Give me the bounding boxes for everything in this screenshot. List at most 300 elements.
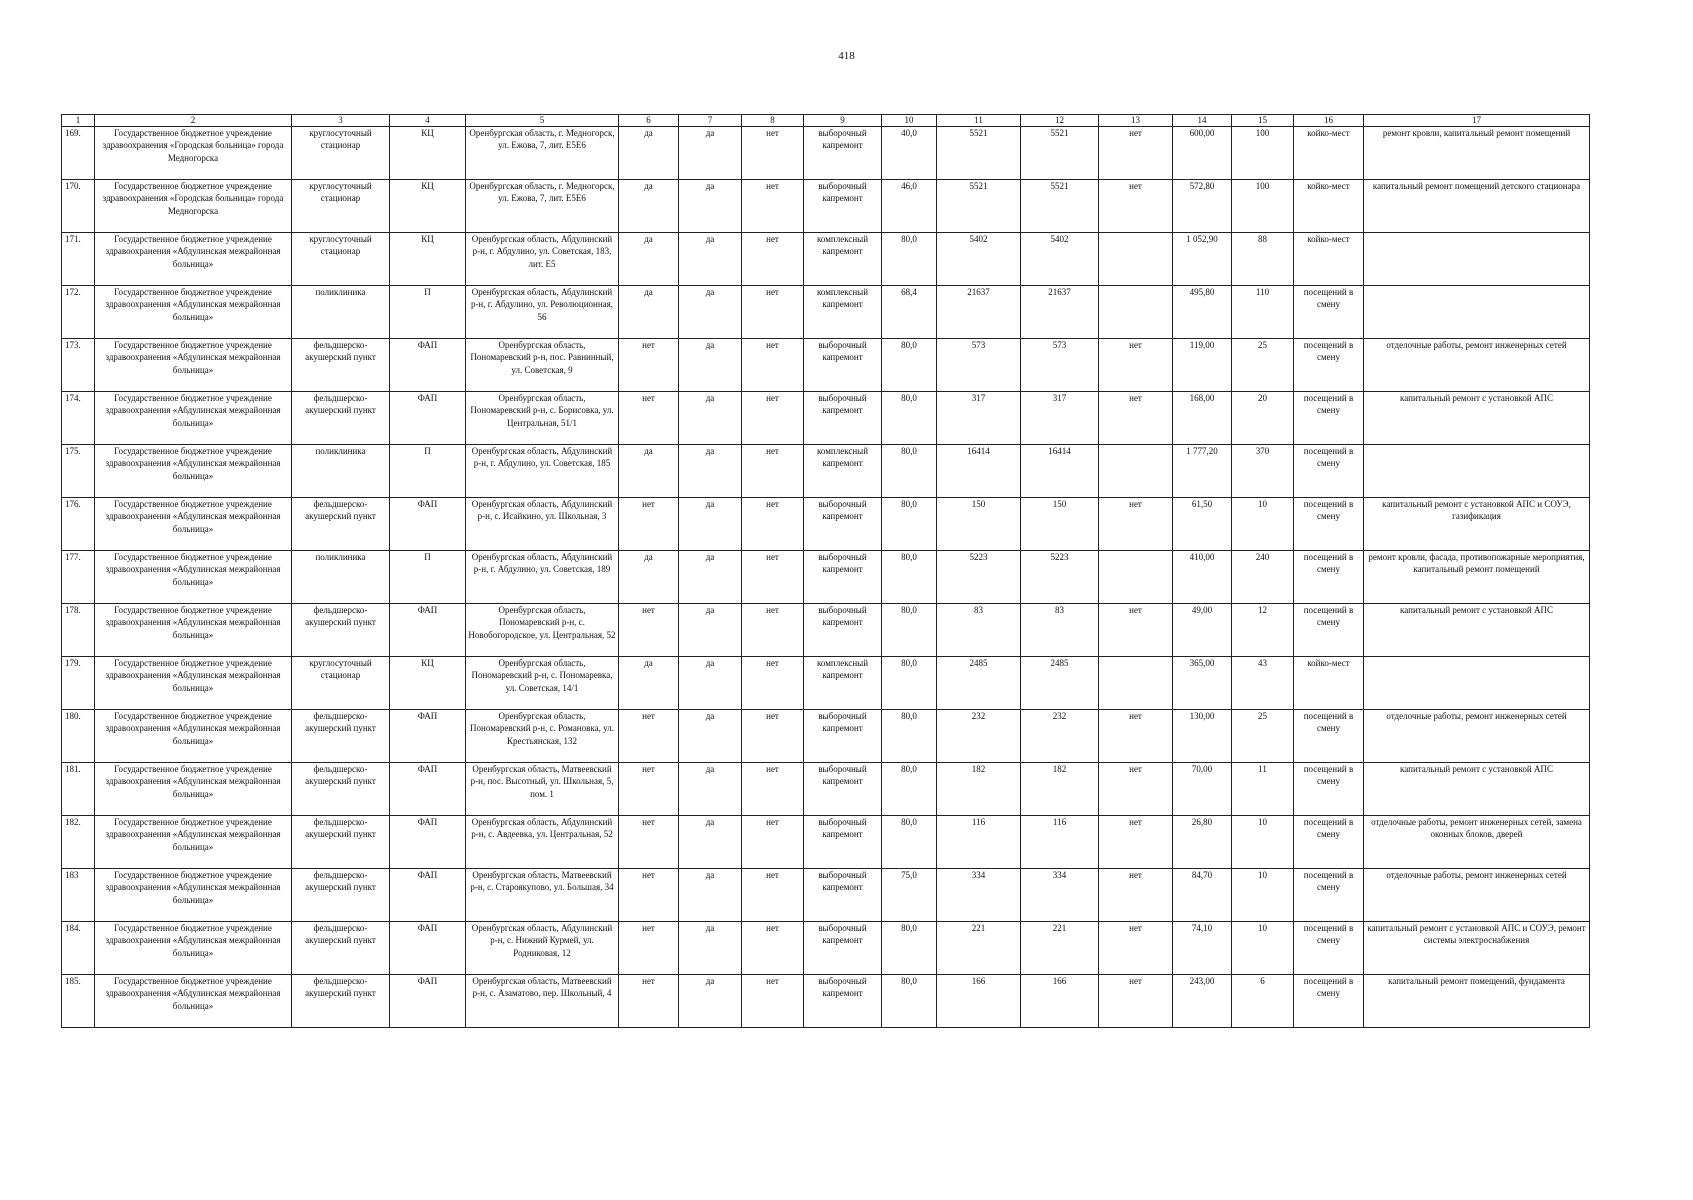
cost-cell: 84,70 [1173, 869, 1232, 922]
col-12-cell: 5521 [1021, 127, 1099, 180]
column-header-1: 1 [62, 115, 95, 127]
institution-name-cell: Государственное бюджетное учреждение здравоохранения «Абдулинская межрайонная больница» [95, 445, 292, 498]
capacity-cell: 100 [1232, 180, 1294, 233]
facility-code-cell: ФАП [390, 604, 466, 657]
works-description-cell: ремонт кровли, капитальный ремонт помещений [1364, 127, 1590, 180]
col-11-cell: 182 [937, 763, 1021, 816]
facility-type-cell: поликлиника [292, 286, 390, 339]
col-8-cell: нет [742, 180, 804, 233]
table-row [62, 339, 1590, 392]
repair-type-cell: выборочный капремонт [804, 710, 882, 763]
institution-name-cell: Государственное бюджетное учреждение здравоохранения «Абдулинская межрайонная больница» [95, 657, 292, 710]
capacity-unit-cell: посещений в смену [1294, 816, 1364, 869]
table-row [62, 180, 1590, 233]
col-13-cell: нет [1099, 869, 1173, 922]
works-description-cell [1364, 233, 1590, 286]
row-number-cell: 175. [62, 445, 95, 498]
col-11-cell: 116 [937, 816, 1021, 869]
column-header-5: 5 [466, 115, 619, 127]
col-8-cell: нет [742, 551, 804, 604]
col-11-cell: 83 [937, 604, 1021, 657]
row-number-cell: 183 [62, 869, 95, 922]
col-13-cell: нет [1099, 498, 1173, 551]
table-header-row [62, 115, 1590, 127]
address-cell: Оренбургская область, Абдулинский р-н, с. Исайкино, ул. Школьная, 3 [466, 498, 619, 551]
facility-type-cell: фельдшерско-акушерский пункт [292, 763, 390, 816]
works-description-cell: отделочные работы, ремонт инженерных сетей, замена оконных блоков, дверей [1364, 816, 1590, 869]
col-13-cell: нет [1099, 392, 1173, 445]
col-11-cell: 334 [937, 869, 1021, 922]
facility-type-cell: фельдшерско-акушерский пункт [292, 869, 390, 922]
facility-type-cell: фельдшерско-акушерский пункт [292, 975, 390, 1028]
repair-type-cell: выборочный капремонт [804, 922, 882, 975]
col-6-cell: нет [619, 604, 679, 657]
institution-name-cell: Государственное бюджетное учреждение здравоохранения «Абдулинская межрайонная больница» [95, 551, 292, 604]
col-13-cell: нет [1099, 339, 1173, 392]
facility-code-cell: КЦ [390, 657, 466, 710]
institution-name-cell: Государственное бюджетное учреждение здравоохранения «Городская больница» города Медногорска [95, 180, 292, 233]
works-description-cell: отделочные работы, ремонт инженерных сетей [1364, 339, 1590, 392]
col-7-cell: да [679, 233, 742, 286]
repair-type-cell: комплексный капремонт [804, 286, 882, 339]
capacity-unit-cell: посещений в смену [1294, 604, 1364, 657]
col-7-cell: да [679, 180, 742, 233]
col-8-cell: нет [742, 445, 804, 498]
facility-type-cell: фельдшерско-акушерский пункт [292, 339, 390, 392]
row-number-cell: 170. [62, 180, 95, 233]
facility-type-cell: круглосуточный стационар [292, 657, 390, 710]
col-10-cell: 80,0 [882, 763, 937, 816]
capacity-cell: 10 [1232, 498, 1294, 551]
institution-name-cell: Государственное бюджетное учреждение здравоохранения «Абдулинская межрайонная больница» [95, 975, 292, 1028]
col-6-cell: нет [619, 816, 679, 869]
col-10-cell: 80,0 [882, 816, 937, 869]
col-10-cell: 80,0 [882, 392, 937, 445]
table-row [62, 869, 1590, 922]
column-header-3: 3 [292, 115, 390, 127]
col-13-cell: нет [1099, 604, 1173, 657]
facility-code-cell: П [390, 286, 466, 339]
works-description-cell: капитальный ремонт помещений детского стационара [1364, 180, 1590, 233]
col-12-cell: 334 [1021, 869, 1099, 922]
facility-code-cell: ФАП [390, 498, 466, 551]
repair-type-cell: выборочный капремонт [804, 498, 882, 551]
address-cell: Оренбургская область, Пономаревский р-н, с. Романовка, ул. Крестьянская, 132 [466, 710, 619, 763]
col-8-cell: нет [742, 763, 804, 816]
repair-type-cell: комплексный капремонт [804, 445, 882, 498]
col-10-cell: 75,0 [882, 869, 937, 922]
capacity-cell: 10 [1232, 816, 1294, 869]
row-number-cell: 171. [62, 233, 95, 286]
col-10-cell: 80,0 [882, 498, 937, 551]
col-12-cell: 5521 [1021, 180, 1099, 233]
facility-code-cell: ФАП [390, 763, 466, 816]
column-header-11: 11 [937, 115, 1021, 127]
institution-name-cell: Государственное бюджетное учреждение здравоохранения «Абдулинская межрайонная больница» [95, 339, 292, 392]
capacity-unit-cell: посещений в смену [1294, 392, 1364, 445]
col-10-cell: 68,4 [882, 286, 937, 339]
col-8-cell: нет [742, 392, 804, 445]
address-cell: Оренбургская область, Пономаревский р-н, с. Новобогородское, ул. Центральная, 52 [466, 604, 619, 657]
capacity-unit-cell: койко-мест [1294, 233, 1364, 286]
institution-name-cell: Государственное бюджетное учреждение здравоохранения «Абдулинская межрайонная больница» [95, 710, 292, 763]
column-header-2: 2 [95, 115, 292, 127]
institution-name-cell: Государственное бюджетное учреждение здравоохранения «Городская больница» города Медногорска [95, 127, 292, 180]
col-13-cell [1099, 233, 1173, 286]
repair-type-cell: выборочный капремонт [804, 816, 882, 869]
address-cell: Оренбургская область, Абдулинский р-н, г. Абдулино, ул. Советская, 189 [466, 551, 619, 604]
capacity-unit-cell: посещений в смену [1294, 339, 1364, 392]
col-7-cell: да [679, 816, 742, 869]
facility-code-cell: КЦ [390, 127, 466, 180]
col-10-cell: 80,0 [882, 445, 937, 498]
repair-type-cell: выборочный капремонт [804, 975, 882, 1028]
table-row [62, 657, 1590, 710]
works-description-cell: капитальный ремонт с установкой АПС и СОУЭ, газификация [1364, 498, 1590, 551]
works-description-cell: капитальный ремонт с установкой АПС [1364, 392, 1590, 445]
row-number-cell: 173. [62, 339, 95, 392]
col-6-cell: да [619, 445, 679, 498]
repair-type-cell: выборочный капремонт [804, 869, 882, 922]
cost-cell: 61,50 [1173, 498, 1232, 551]
capacity-cell: 6 [1232, 975, 1294, 1028]
col-11-cell: 21637 [937, 286, 1021, 339]
table-row [62, 604, 1590, 657]
cost-cell: 26,80 [1173, 816, 1232, 869]
row-number-cell: 181. [62, 763, 95, 816]
col-8-cell: нет [742, 975, 804, 1028]
column-header-13: 13 [1099, 115, 1173, 127]
col-11-cell: 2485 [937, 657, 1021, 710]
capacity-cell: 370 [1232, 445, 1294, 498]
facility-code-cell: ФАП [390, 710, 466, 763]
capacity-cell: 12 [1232, 604, 1294, 657]
facility-type-cell: фельдшерско-акушерский пункт [292, 498, 390, 551]
works-description-cell: ремонт кровли, фасада, противопожарные мероприятия, капитальный ремонт помещений [1364, 551, 1590, 604]
row-number-cell: 178. [62, 604, 95, 657]
address-cell: Оренбургская область, Пономаревский р-н, пос. Равнинный, ул. Советская, 9 [466, 339, 619, 392]
row-number-cell: 177. [62, 551, 95, 604]
cost-cell: 130,00 [1173, 710, 1232, 763]
facility-type-cell: круглосуточный стационар [292, 127, 390, 180]
column-header-8: 8 [742, 115, 804, 127]
row-number-cell: 172. [62, 286, 95, 339]
col-10-cell: 80,0 [882, 551, 937, 604]
col-13-cell: нет [1099, 816, 1173, 869]
col-12-cell: 221 [1021, 922, 1099, 975]
capacity-unit-cell: посещений в смену [1294, 922, 1364, 975]
institution-name-cell: Государственное бюджетное учреждение здравоохранения «Абдулинская межрайонная больница» [95, 763, 292, 816]
col-12-cell: 232 [1021, 710, 1099, 763]
row-number-cell: 176. [62, 498, 95, 551]
repair-type-cell: комплексный капремонт [804, 657, 882, 710]
capacity-cell: 25 [1232, 339, 1294, 392]
capacity-unit-cell: посещений в смену [1294, 551, 1364, 604]
col-13-cell: нет [1099, 710, 1173, 763]
facility-type-cell: фельдшерско-акушерский пункт [292, 922, 390, 975]
works-description-cell: капитальный ремонт с установкой АПС и СОУЭ, ремонт системы электроснабжения [1364, 922, 1590, 975]
col-13-cell: нет [1099, 922, 1173, 975]
column-header-10: 10 [882, 115, 937, 127]
cost-cell: 365,00 [1173, 657, 1232, 710]
col-12-cell: 83 [1021, 604, 1099, 657]
row-number-cell: 185. [62, 975, 95, 1028]
col-8-cell: нет [742, 127, 804, 180]
address-cell: Оренбургская область, Абдулинский р-н, г. Абдулино, ул. Советская, 185 [466, 445, 619, 498]
table-row [62, 286, 1590, 339]
col-10-cell: 80,0 [882, 233, 937, 286]
col-13-cell: нет [1099, 180, 1173, 233]
col-6-cell: нет [619, 498, 679, 551]
repair-type-cell: выборочный капремонт [804, 127, 882, 180]
col-6-cell: нет [619, 710, 679, 763]
cost-cell: 168,00 [1173, 392, 1232, 445]
column-header-9: 9 [804, 115, 882, 127]
address-cell: Оренбургская область, Абдулинский р-н, г. Абдулино, ул. Советская, 183, лит. Е5 [466, 233, 619, 286]
col-10-cell: 80,0 [882, 922, 937, 975]
facility-type-cell: фельдшерско-акушерский пункт [292, 710, 390, 763]
row-number-cell: 180. [62, 710, 95, 763]
table-row [62, 127, 1590, 180]
col-12-cell: 166 [1021, 975, 1099, 1028]
col-12-cell: 16414 [1021, 445, 1099, 498]
col-8-cell: нет [742, 657, 804, 710]
col-7-cell: да [679, 127, 742, 180]
col-6-cell: нет [619, 869, 679, 922]
institution-name-cell: Государственное бюджетное учреждение здравоохранения «Абдулинская межрайонная больница» [95, 286, 292, 339]
cost-cell: 410,00 [1173, 551, 1232, 604]
repair-type-cell: выборочный капремонт [804, 551, 882, 604]
cost-cell: 600,00 [1173, 127, 1232, 180]
repair-type-cell: выборочный капремонт [804, 604, 882, 657]
cost-cell: 74,10 [1173, 922, 1232, 975]
col-8-cell: нет [742, 233, 804, 286]
col-8-cell: нет [742, 604, 804, 657]
col-12-cell: 21637 [1021, 286, 1099, 339]
col-10-cell: 80,0 [882, 710, 937, 763]
col-7-cell: да [679, 604, 742, 657]
col-11-cell: 317 [937, 392, 1021, 445]
capacity-unit-cell: койко-мест [1294, 180, 1364, 233]
col-11-cell: 166 [937, 975, 1021, 1028]
col-10-cell: 40,0 [882, 127, 937, 180]
facility-code-cell: ФАП [390, 922, 466, 975]
table-row [62, 392, 1590, 445]
col-6-cell: нет [619, 763, 679, 816]
capacity-unit-cell: посещений в смену [1294, 286, 1364, 339]
capacity-cell: 10 [1232, 869, 1294, 922]
capacity-unit-cell: койко-мест [1294, 657, 1364, 710]
capacity-unit-cell: посещений в смену [1294, 975, 1364, 1028]
col-11-cell: 16414 [937, 445, 1021, 498]
col-7-cell: да [679, 763, 742, 816]
col-13-cell [1099, 657, 1173, 710]
col-12-cell: 317 [1021, 392, 1099, 445]
works-description-cell: отделочные работы, ремонт инженерных сетей [1364, 710, 1590, 763]
col-11-cell: 150 [937, 498, 1021, 551]
address-cell: Оренбургская область, Матвеевский р-н, с. Азаматово, пер. Школьный, 4 [466, 975, 619, 1028]
col-7-cell: да [679, 869, 742, 922]
capacity-cell: 43 [1232, 657, 1294, 710]
institution-name-cell: Государственное бюджетное учреждение здравоохранения «Абдулинская межрайонная больница» [95, 233, 292, 286]
facility-type-cell: круглосуточный стационар [292, 233, 390, 286]
table-row [62, 233, 1590, 286]
capacity-cell: 110 [1232, 286, 1294, 339]
capacity-cell: 25 [1232, 710, 1294, 763]
col-10-cell: 80,0 [882, 975, 937, 1028]
cost-cell: 1 777,20 [1173, 445, 1232, 498]
capacity-unit-cell: койко-мест [1294, 127, 1364, 180]
facility-code-cell: КЦ [390, 233, 466, 286]
col-10-cell: 80,0 [882, 604, 937, 657]
facility-code-cell: П [390, 445, 466, 498]
column-header-4: 4 [390, 115, 466, 127]
facility-type-cell: фельдшерско-акушерский пункт [292, 604, 390, 657]
capacity-cell: 11 [1232, 763, 1294, 816]
repair-type-cell: комплексный капремонт [804, 233, 882, 286]
col-12-cell: 573 [1021, 339, 1099, 392]
institution-name-cell: Государственное бюджетное учреждение здравоохранения «Абдулинская межрайонная больница» [95, 816, 292, 869]
facility-code-cell: ФАП [390, 975, 466, 1028]
institution-name-cell: Государственное бюджетное учреждение здравоохранения «Абдулинская межрайонная больница» [95, 604, 292, 657]
capacity-unit-cell: посещений в смену [1294, 445, 1364, 498]
col-13-cell [1099, 445, 1173, 498]
facility-code-cell: ФАП [390, 816, 466, 869]
works-description-cell: отделочные работы, ремонт инженерных сетей [1364, 869, 1590, 922]
table-row [62, 763, 1590, 816]
col-6-cell: да [619, 551, 679, 604]
facility-code-cell: КЦ [390, 180, 466, 233]
col-10-cell: 80,0 [882, 339, 937, 392]
col-11-cell: 221 [937, 922, 1021, 975]
col-11-cell: 5521 [937, 180, 1021, 233]
cost-cell: 119,00 [1173, 339, 1232, 392]
column-header-7: 7 [679, 115, 742, 127]
repair-type-cell: выборочный капремонт [804, 180, 882, 233]
institution-name-cell: Государственное бюджетное учреждение здравоохранения «Абдулинская межрайонная больница» [95, 392, 292, 445]
col-8-cell: нет [742, 286, 804, 339]
facility-type-cell: фельдшерско-акушерский пункт [292, 816, 390, 869]
col-7-cell: да [679, 710, 742, 763]
works-description-cell [1364, 657, 1590, 710]
table-row [62, 551, 1590, 604]
capacity-cell: 88 [1232, 233, 1294, 286]
facility-code-cell: ФАП [390, 392, 466, 445]
table-row [62, 710, 1590, 763]
cost-cell: 49,00 [1173, 604, 1232, 657]
row-number-cell: 169. [62, 127, 95, 180]
column-header-14: 14 [1173, 115, 1232, 127]
col-7-cell: да [679, 339, 742, 392]
col-7-cell: да [679, 657, 742, 710]
institution-name-cell: Государственное бюджетное учреждение здравоохранения «Абдулинская межрайонная больница» [95, 922, 292, 975]
capacity-cell: 240 [1232, 551, 1294, 604]
col-6-cell: да [619, 657, 679, 710]
repair-type-cell: выборочный капремонт [804, 339, 882, 392]
col-7-cell: да [679, 498, 742, 551]
col-7-cell: да [679, 392, 742, 445]
facility-code-cell: П [390, 551, 466, 604]
col-7-cell: да [679, 551, 742, 604]
institution-name-cell: Государственное бюджетное учреждение здравоохранения «Абдулинская межрайонная больница» [95, 498, 292, 551]
col-10-cell: 80,0 [882, 657, 937, 710]
col-6-cell: нет [619, 975, 679, 1028]
address-cell: Оренбургская область, Абдулинский р-н, с. Авдеевка, ул. Центральная, 52 [466, 816, 619, 869]
row-number-cell: 182. [62, 816, 95, 869]
col-11-cell: 573 [937, 339, 1021, 392]
capacity-unit-cell: посещений в смену [1294, 763, 1364, 816]
col-7-cell: да [679, 922, 742, 975]
col-10-cell: 46,0 [882, 180, 937, 233]
column-header-12: 12 [1021, 115, 1099, 127]
col-6-cell: нет [619, 339, 679, 392]
col-6-cell: да [619, 127, 679, 180]
col-6-cell: нет [619, 392, 679, 445]
column-header-16: 16 [1294, 115, 1364, 127]
capacity-unit-cell: посещений в смену [1294, 498, 1364, 551]
col-13-cell [1099, 286, 1173, 339]
col-6-cell: да [619, 180, 679, 233]
col-12-cell: 182 [1021, 763, 1099, 816]
col-8-cell: нет [742, 922, 804, 975]
row-number-cell: 179. [62, 657, 95, 710]
col-6-cell: да [619, 233, 679, 286]
capacity-unit-cell: посещений в смену [1294, 710, 1364, 763]
address-cell: Оренбургская область, г. Медногорск, ул. Ежова, 7, лит. Е5Е6 [466, 180, 619, 233]
address-cell: Оренбургская область, Абдулинский р-н, г. Абдулино, ул. Революционная, 56 [466, 286, 619, 339]
capacity-cell: 20 [1232, 392, 1294, 445]
address-cell: Оренбургская область, Абдулинский р-н, с. Нижний Курмей, ул. Родниковая, 12 [466, 922, 619, 975]
capacity-unit-cell: посещений в смену [1294, 869, 1364, 922]
table-row [62, 445, 1590, 498]
address-cell: Оренбургская область, Матвеевский р-н, пос. Высотный, ул. Школьная, 5, пом. 1 [466, 763, 619, 816]
table-row [62, 498, 1590, 551]
address-cell: Оренбургская область, г. Медногорск, ул. Ежова, 7, лит. Е5Е6 [466, 127, 619, 180]
col-8-cell: нет [742, 869, 804, 922]
col-8-cell: нет [742, 816, 804, 869]
cost-cell: 495,80 [1173, 286, 1232, 339]
col-12-cell: 5223 [1021, 551, 1099, 604]
facility-code-cell: ФАП [390, 339, 466, 392]
col-12-cell: 2485 [1021, 657, 1099, 710]
col-8-cell: нет [742, 498, 804, 551]
col-11-cell: 5402 [937, 233, 1021, 286]
col-13-cell: нет [1099, 127, 1173, 180]
column-header-17: 17 [1364, 115, 1590, 127]
works-description-cell: капитальный ремонт помещений, фундамента [1364, 975, 1590, 1028]
col-7-cell: да [679, 286, 742, 339]
col-12-cell: 5402 [1021, 233, 1099, 286]
facility-type-cell: поликлиника [292, 445, 390, 498]
address-cell: Оренбургская область, Пономаревский р-н, с. Пономаревка, ул. Советская, 14/1 [466, 657, 619, 710]
page-number: 418 [838, 50, 855, 62]
column-header-6: 6 [619, 115, 679, 127]
address-cell: Оренбургская область, Пономаревский р-н, с. Борисовка, ул. Центральная, 51/1 [466, 392, 619, 445]
col-8-cell: нет [742, 339, 804, 392]
col-13-cell: нет [1099, 763, 1173, 816]
works-description-cell: капитальный ремонт с установкой АПС [1364, 763, 1590, 816]
repair-type-cell: выборочный капремонт [804, 763, 882, 816]
facilities-table [61, 114, 1590, 1028]
col-7-cell: да [679, 445, 742, 498]
col-7-cell: да [679, 975, 742, 1028]
works-description-cell [1364, 445, 1590, 498]
row-number-cell: 184. [62, 922, 95, 975]
col-12-cell: 150 [1021, 498, 1099, 551]
col-13-cell [1099, 551, 1173, 604]
col-6-cell: да [619, 286, 679, 339]
repair-type-cell: выборочный капремонт [804, 392, 882, 445]
